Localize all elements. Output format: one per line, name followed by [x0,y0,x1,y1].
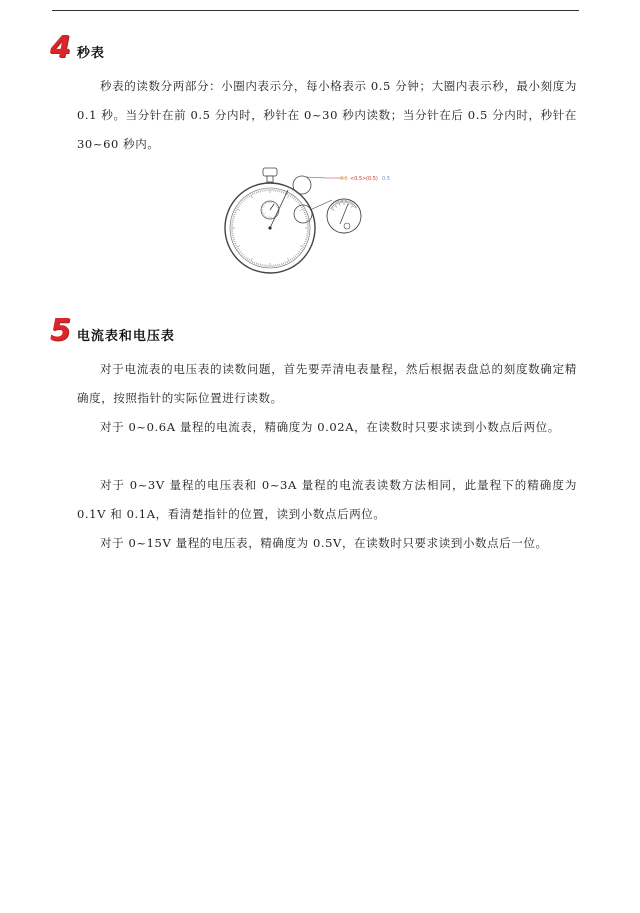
section-5-paragraph-4: 对于 0~15V 量程的电压表，精确度为 0.5V，在读数时只要求读到小数点后一位。 [100,536,548,550]
top-rule [52,10,579,11]
section-5-paragraph-2: 对于 0~0.6A 量程的电流表，精确度为 0.02A，在读数时只要求读到小数点后两位。 [100,420,560,434]
stopwatch-figure [216,162,430,302]
section-5-heading [50,313,175,348]
section-4-number: 4 [50,30,71,65]
section-5-number: 5 [50,313,71,348]
section-4-heading [50,30,105,65]
stopwatch-illustration [216,162,430,302]
figure-label-2: <0.5> [350,176,367,182]
section-4-title: 秒表 [76,46,105,61]
section-5-paragraph-1: 对于电流表的电压表的读数问题，首先要弄清电表量程，然后根据表盘总的刻度数确定精确度，按照指针的实际位置进行读数。 [77,362,577,405]
section-4-paragraph: 秒表的读数分两部分：小圈内表示分，每小格表示 0.5 分钟；大圈内表示秒，最小刻度为 0.1 秒。当分针在前 0.5 分内时，秒针在 0~30 秒内读数；当分针在后 0.5 分内时，秒针在 30~60 秒内。 [77,79,577,151]
figure-label-3: (0.5) [366,176,378,182]
figure-label-4: 0.5 [382,176,390,182]
section-5-paragraph-3: 对于 0~3V 量程的电压表和 0~3A 量程的电流表读数方法相同，此量程下的精确度为 0.1V 和 0.1A，看清楚指针的位置，读到小数点后两位。 [77,478,577,521]
figure-label-1: 0.5 [340,176,348,182]
section-5-title: 电流表和电压表 [76,329,175,344]
